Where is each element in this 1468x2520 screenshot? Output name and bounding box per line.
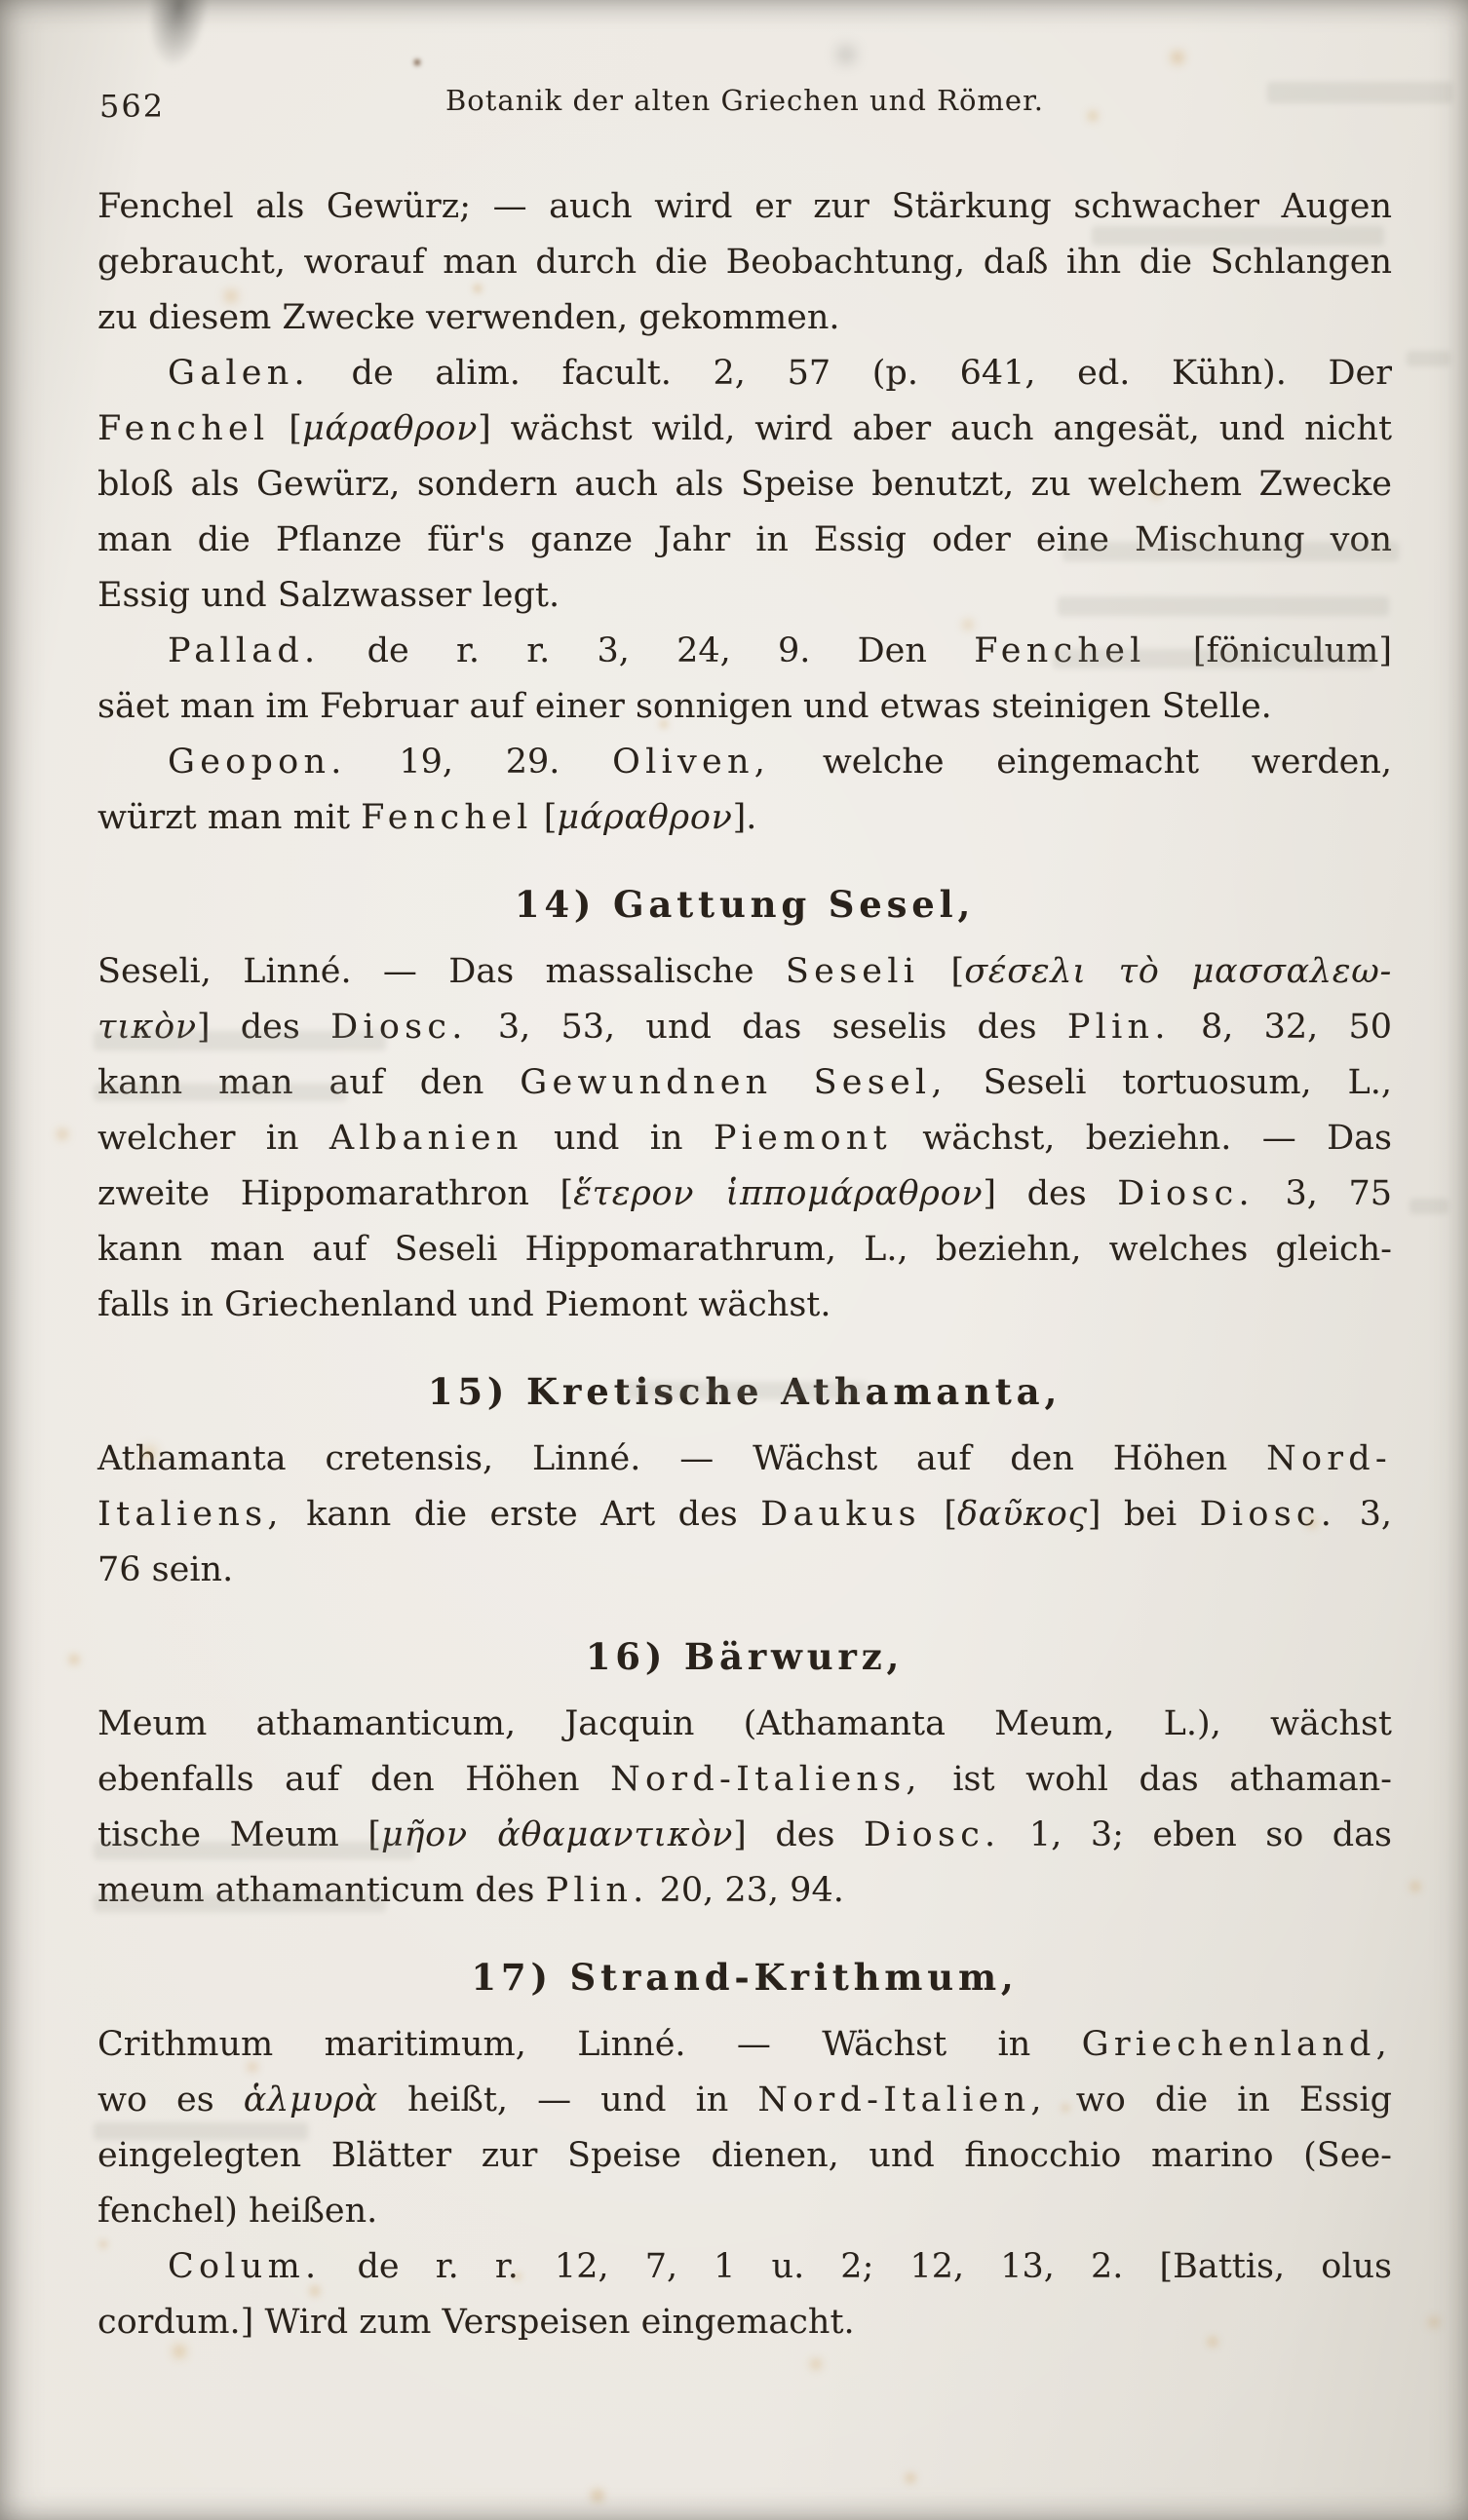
text-segment: wächst, beziehn. — Das [891, 1119, 1392, 1158]
paragraph [97, 1697, 1392, 1919]
spaced-text: Oliven, [612, 743, 771, 782]
text-segment: kann man auf den [97, 1063, 521, 1102]
text-segment: Essig und Salzwasser legt. [97, 576, 560, 615]
spaced-text: Fenchel [974, 631, 1146, 670]
text-segment: cordum.] Wird zum Verspeisen eingemacht. [97, 2303, 855, 2342]
text-line [97, 346, 1392, 401]
text-segment: tische Meum [ [97, 1815, 382, 1854]
spaced-text: Galen. [168, 354, 310, 393]
text-segment: welche eingemacht werden, [770, 743, 1392, 782]
text-line [97, 179, 1392, 235]
text-segment: heißt, — und in [378, 2081, 758, 2119]
text-line [97, 1055, 1392, 1111]
text-segment: gebraucht, worauf man durch die Beobachtung, daß ihn die Schlangen [97, 243, 1392, 282]
spaced-text: Diosc. [330, 1008, 468, 1047]
text-line [97, 624, 1392, 679]
text-segment: 8, 32, 50 [1170, 1008, 1392, 1047]
text-segment: ]. [732, 798, 757, 837]
spaced-text: Pallad. [168, 631, 321, 670]
text-line [97, 1543, 1392, 1598]
text-segment: ] wächst wild, wird aber auch angesät, und nicht [478, 409, 1393, 448]
text-line [97, 2017, 1392, 2073]
text-segment: ] bei [1087, 1495, 1200, 1534]
spaced-text: Nord- [1266, 1439, 1392, 1478]
text-line [97, 2184, 1392, 2239]
text-segment: [föniculum] [1145, 631, 1392, 670]
paragraph [97, 944, 1392, 1333]
text-segment: wo die in Essig [1046, 2081, 1392, 2119]
text-segment: [ [920, 1495, 957, 1534]
paragraph [97, 2017, 1392, 2239]
spaced-text: Albanien [328, 1119, 523, 1158]
text-line [97, 1808, 1392, 1863]
text-line [97, 944, 1392, 1000]
spaced-text: Diosc. [1199, 1495, 1337, 1534]
spaced-text: Geopon. [168, 743, 347, 782]
text-line [97, 1863, 1392, 1919]
text-line [97, 1432, 1392, 1487]
text-segment: de alim. facult. 2, 57 (p. 641, ed. Kühn). Der [309, 354, 1392, 393]
text-segment: 3, 53, und das seselis des [467, 1008, 1067, 1047]
text-segment: 20, 23, 94. [648, 1871, 844, 1910]
text-line [97, 1278, 1392, 1333]
spaced-text: Daukus [760, 1495, 921, 1534]
greek-text: ἕτερον ἱππομάραθρον [573, 1174, 984, 1213]
paragraph [97, 1432, 1392, 1598]
foxing-stains [0, 0, 2, 2]
text-line [97, 1000, 1392, 1055]
running-head: Botanik der alten Griechen und Römer. [445, 84, 1044, 117]
text-segment: 76 sein. [97, 1550, 234, 1589]
paragraph [97, 346, 1392, 624]
text-segment: man die Pflanze für's ganze Jahr in Essig oder eine Mischung von [97, 520, 1392, 559]
text-line [97, 290, 1392, 346]
text-line [97, 1697, 1392, 1752]
text-line [97, 735, 1392, 790]
greek-text: τικὸν [97, 1008, 197, 1047]
text-segment: kann man auf Seseli Hippomarathrum, L., beziehn, welches gleich- [97, 1230, 1392, 1269]
text-segment: kann die erste Art des [283, 1495, 761, 1534]
greek-text: σέσελι τὸ μασσαλεω- [964, 952, 1392, 991]
spaced-text: Nord-Italiens, [610, 1760, 922, 1799]
text-segment: Seseli, Linné. — Das massalische [97, 952, 786, 991]
greek-text: δαῦκος [956, 1495, 1088, 1534]
text-segment: 3, 75 [1254, 1174, 1392, 1213]
spaced-text: Plin. [545, 1871, 649, 1910]
spaced-text: Italiens, [97, 1495, 284, 1534]
text-segment: Athamanta cretensis, Linné. — Wächst auf den Höhen [97, 1439, 1267, 1478]
text-segment: und in [522, 1119, 714, 1158]
paragraph [97, 2239, 1392, 2350]
spaced-text: Seseli [785, 952, 920, 991]
text-line [97, 679, 1392, 735]
bleedthrough-artifact [1410, 1199, 1449, 1214]
text-line [97, 2239, 1392, 2295]
text-segment: bloß als Gewürz, sondern auch als Speise benutzt, zu welchem Zwecke [97, 465, 1392, 504]
text-segment: Meum athamanticum, Jacquin (Athamanta Meum, L.), wächst [97, 1704, 1392, 1743]
section-heading: 15) Kretische Athamanta, [427, 1370, 1062, 1413]
text-segment: ] des [196, 1008, 331, 1047]
greek-text: μάραθρον [301, 409, 479, 448]
text-segment: ist wohl das athaman- [921, 1760, 1392, 1799]
text-segment: 3, [1336, 1495, 1392, 1534]
text-line [97, 513, 1392, 568]
text-segment: ] des [983, 1174, 1118, 1213]
text-segment: de r. r. 3, 24, 9. Den [320, 631, 975, 670]
page-number: 562 [99, 88, 166, 125]
spaced-text: Diosc. [1117, 1174, 1255, 1213]
greek-text: μῆον ἀθαμαντικὸν [381, 1815, 734, 1854]
paragraph [97, 735, 1392, 846]
section-heading: 14) Gattung Sesel, [514, 883, 976, 926]
text-segment: säet man im Februar auf einer sonnigen und etwas steinigen Stelle. [97, 687, 1272, 726]
page-header [97, 82, 1392, 125]
text-segment: Fenchel als Gewürz; — auch wird er zur Stärkung schwacher Augen [97, 187, 1392, 226]
page-body-text [97, 179, 1392, 2350]
text-line [97, 1166, 1392, 1222]
text-segment: [ [919, 952, 965, 991]
text-line [97, 2295, 1392, 2350]
spaced-text: Piemont [713, 1119, 892, 1158]
text-line [97, 1111, 1392, 1166]
text-segment: falls in Griechenland und Piemont wächst. [97, 1285, 831, 1324]
section-heading: 16) Bärwurz, [585, 1635, 905, 1678]
spaced-text: Diosc. [863, 1815, 1001, 1854]
text-segment: [ [532, 798, 558, 837]
text-line [97, 457, 1392, 513]
text-segment: wo es [97, 2081, 244, 2119]
ink-smudge [140, 0, 212, 72]
spaced-text: Fenchel [361, 798, 533, 837]
text-segment: Crithmum maritimum, Linné. — Wächst in [97, 2025, 1082, 2064]
text-segment: zweite Hippomarathron [ [97, 1174, 574, 1213]
text-segment: Seseli tortuosum, L., [946, 1063, 1392, 1102]
text-line [97, 790, 1392, 846]
paragraph [97, 624, 1392, 735]
spaced-text: Plin. [1066, 1008, 1171, 1047]
text-line [97, 235, 1392, 290]
text-segment: [ [269, 409, 302, 448]
spaced-text: Griechenland, [1081, 2025, 1392, 2064]
text-segment: welcher in [97, 1119, 329, 1158]
spaced-text: Nord-Italien, [757, 2081, 1047, 2119]
text-segment: eingelegten Blätter zur Speise dienen, und finocchio marino (See- [97, 2136, 1392, 2175]
text-segment: 19, 29. [346, 743, 613, 782]
text-line [97, 2128, 1392, 2184]
text-segment: fenchel) heißen. [97, 2192, 378, 2231]
text-line [97, 568, 1392, 624]
text-segment: ] des [733, 1815, 864, 1854]
text-line [97, 2073, 1392, 2128]
spaced-text: Fenchel [97, 409, 270, 448]
text-segment: de r. r. 12, 7, 1 u. 2; 12, 13, 2. [Battis, olus [321, 2247, 1392, 2286]
text-line [97, 1752, 1392, 1808]
text-segment: meum athamanticum des [97, 1871, 546, 1910]
text-segment: 1, 3; eben so das [1000, 1815, 1393, 1854]
section-heading: 17) Strand-Krithmum, [471, 1956, 1019, 1999]
paragraph [97, 179, 1392, 346]
bleedthrough-artifact [1407, 351, 1450, 366]
text-line [97, 1222, 1392, 1278]
text-segment: ebenfalls auf den Höhen [97, 1760, 611, 1799]
greek-text: ἁλμυρὰ [243, 2081, 379, 2119]
text-segment: zu diesem Zwecke verwenden, gekommen. [97, 298, 840, 337]
text-line [97, 1487, 1392, 1543]
text-line [97, 401, 1392, 457]
spaced-text: Colum. [168, 2247, 322, 2286]
text-segment: würzt man mit [97, 798, 362, 837]
spaced-text: Gewundnen Sesel, [520, 1063, 947, 1102]
greek-text: μάραθρον [557, 798, 733, 837]
